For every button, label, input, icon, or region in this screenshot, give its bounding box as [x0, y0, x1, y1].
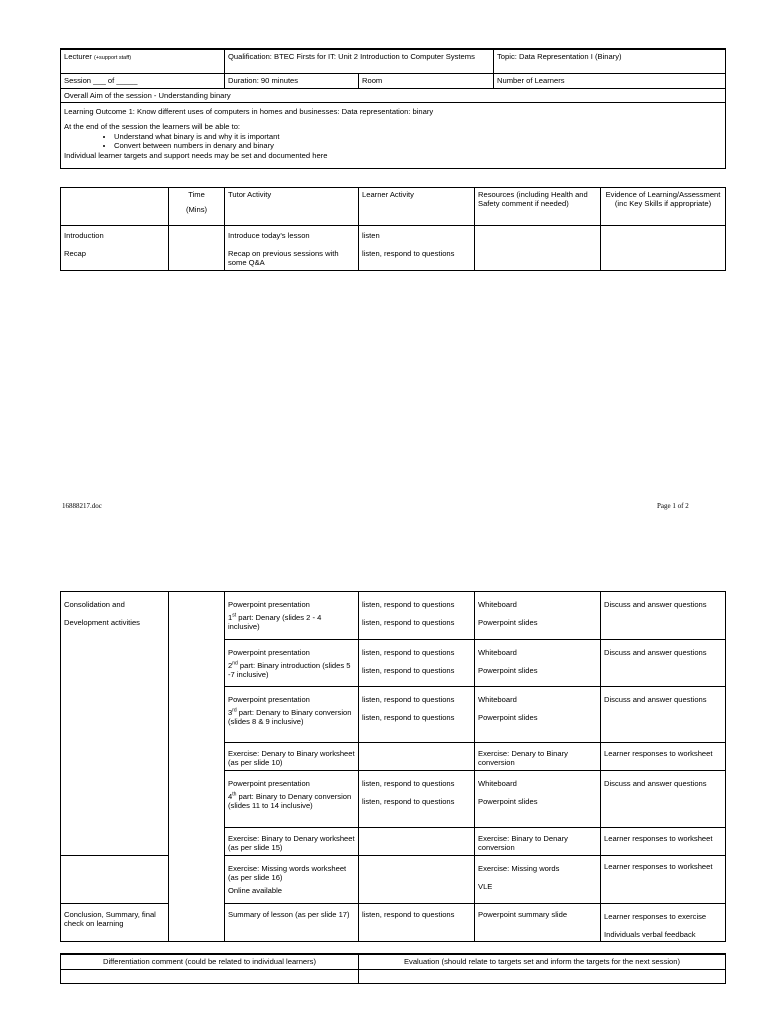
learner-activity-header: Learner Activity — [359, 188, 475, 226]
resources-cell — [475, 226, 601, 271]
learner-part1: listen, respond to questions listen, respond to questions — [359, 592, 475, 640]
objective-item: • Convert between numbers in denary and binary — [114, 141, 722, 150]
targets-note: Individual learner targets and support needs may be set and documented here — [64, 150, 328, 160]
resources-missing-words: Exercise: Missing words VLE — [475, 856, 601, 904]
footer-filename: 16888217.doc — [62, 502, 102, 510]
learner-exercise-d2b — [359, 743, 475, 771]
differentiation-header: Differentiation comment (could be related to individual learners) — [61, 954, 359, 969]
tutor-missing-words: Exercise: Missing words worksheet (as per slide 16) Online available — [225, 856, 359, 904]
evidence-part3: Discuss and answer questions — [601, 687, 726, 743]
activity-table-page2 — [60, 591, 726, 942]
learner-summary: listen, respond to questions — [359, 904, 475, 942]
room-cell: Room — [359, 73, 494, 88]
learner-part2: listen, respond to questions listen, respond to questions — [359, 640, 475, 687]
learner-part4: listen, respond to questions listen, respond to questions — [359, 771, 475, 828]
session-cell: Session ___ of _____ — [61, 73, 225, 88]
differentiation-content — [61, 969, 359, 983]
tutor-cell — [225, 226, 359, 271]
outcomes-cell — [61, 102, 726, 168]
resources-part3: Whiteboard Powerpoint slides — [475, 687, 601, 743]
overall-aim: Overall Aim of the session - Understanding binary — [61, 88, 726, 102]
footer-page-number: Page 1 of 2 — [657, 502, 689, 510]
learner-intro: listen — [362, 231, 380, 240]
learner-exercise-b2d — [359, 828, 475, 856]
tutor-exercise-b2d: Exercise: Binary to Denary worksheet (as per slide 15) — [225, 828, 359, 856]
evidence-summary: Learner responses to exercise Individuals verbal feedback — [601, 904, 726, 942]
learner-cell — [359, 226, 475, 271]
tutor-part1: Powerpoint presentation 1st part: Denary (slides 2 - 4 inclusive) — [225, 592, 359, 640]
time-header-line2: (Mins) — [185, 205, 208, 214]
learner-missing-words — [359, 856, 475, 904]
resources-part2: Whiteboard Powerpoint slides — [475, 640, 601, 687]
lecturer-note: (+support staff) — [93, 55, 132, 61]
duration-cell: Duration: 90 minutes — [225, 73, 359, 88]
evidence-part1: Discuss and answer questions — [601, 592, 726, 640]
section-cell-consolidation — [61, 592, 169, 856]
evidence-exercise-d2b: Learner responses to worksheet — [601, 743, 726, 771]
evidence-exercise-b2d: Learner responses to worksheet — [601, 828, 726, 856]
tutor-part3: Powerpoint presentation 3rd part: Denary to Binary conversion (slides 8 & 9 inclusive) — [225, 687, 359, 743]
resources-header: Resources (including Health and Safety comment if needed) — [475, 188, 601, 226]
section-recap: Recap — [64, 249, 86, 258]
tutor-recap: Recap on previous sessions with some Q&A — [228, 249, 339, 267]
tutor-intro: Introduce today's lesson — [228, 231, 310, 240]
resources-summary: Powerpoint summary slide — [475, 904, 601, 942]
learning-outcome: Learning Outcome 1: Know different uses of computers in homes and businesses: Data representation: binary — [64, 106, 434, 116]
differentiation-evaluation-table — [60, 953, 726, 984]
time-cell-page2 — [169, 592, 225, 942]
evaluation-content — [359, 969, 726, 983]
tutor-exercise-d2b: Exercise: Denary to Binary worksheet (as per slide 10) — [225, 743, 359, 771]
topic-cell: Topic: Data Representation I (Binary) — [494, 49, 726, 73]
tutor-part4: Powerpoint presentation 4th part: Binary to Denary conversion (slides 11 to 14 inclusive) — [225, 771, 359, 828]
evidence-part2: Discuss and answer questions — [601, 640, 726, 687]
evidence-header: Evidence of Learning/Assessment (inc Key Skills if appropriate) — [601, 188, 726, 226]
resources-part1: Whiteboard Powerpoint slides — [475, 592, 601, 640]
end-of-session: At the end of the session the learners will be able to: — [64, 121, 241, 131]
section-consolidation: Consolidation and — [64, 600, 125, 609]
qualification-cell: Qualification: BTEC Firsts for IT: Unit 2 Introduction to Computer Systems — [225, 49, 494, 73]
learner-recap: listen, respond to questions — [362, 249, 455, 258]
section-development: Development activities — [64, 618, 140, 627]
evaluation-header: Evaluation (should relate to targets set and inform the targets for the next session) — [359, 954, 726, 969]
activity-table-page1 — [60, 187, 726, 271]
header-blank — [61, 188, 169, 226]
objective-list — [64, 132, 722, 150]
learner-part3: listen, respond to questions listen, respond to questions — [359, 687, 475, 743]
resources-exercise-d2b: Exercise: Denary to Binary conversion — [475, 743, 601, 771]
section-conclusion: Conclusion, Summary, final check on learning — [61, 904, 169, 942]
resources-part4: Whiteboard Powerpoint slides — [475, 771, 601, 828]
learners-cell: Number of Learners — [494, 73, 726, 88]
time-header — [169, 188, 225, 226]
objective-item: • Understand what binary is and why it is important — [114, 132, 722, 141]
evidence-missing-words: Learner responses to worksheet — [601, 856, 726, 904]
lecturer-cell — [61, 49, 225, 73]
section-cell — [61, 226, 169, 271]
lecturer-label: Lecturer — [64, 52, 92, 61]
resources-exercise-b2d: Exercise: Binary to Denary conversion — [475, 828, 601, 856]
evidence-cell — [601, 226, 726, 271]
tutor-part2: Powerpoint presentation 2nd part: Binary introduction (slides 5 -7 inclusive) — [225, 640, 359, 687]
time-cell — [169, 226, 225, 271]
session-header-table — [60, 48, 726, 169]
tutor-summary: Summary of lesson (as per slide 17) — [225, 904, 359, 942]
tutor-activity-header: Tutor Activity — [225, 188, 359, 226]
section-cell-blank — [61, 856, 169, 904]
time-header-line1: Time — [188, 190, 205, 199]
section-introduction: Introduction — [64, 231, 104, 240]
evidence-part4: Discuss and answer questions — [601, 771, 726, 828]
